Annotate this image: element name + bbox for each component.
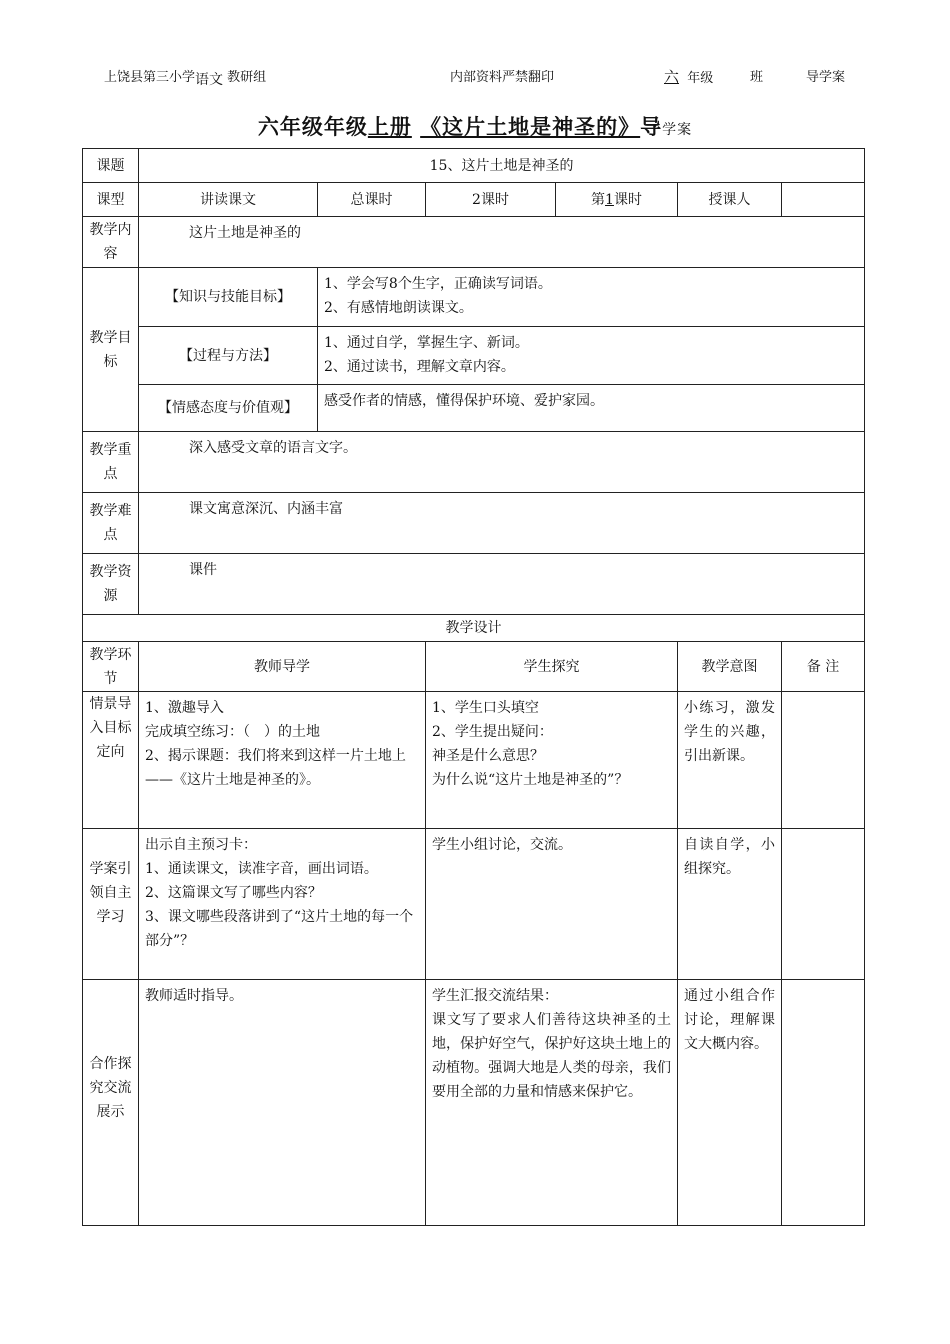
stage-teacher-cell — [139, 829, 426, 980]
title-part1: 六年级年级 — [257, 114, 368, 139]
school-name: 上饶县第三小学 — [104, 70, 196, 85]
stage-teacher-line: 3、课文哪些段落讲到了“这片土地的每一个部分”？ — [145, 909, 414, 949]
lesson-suffix: 课时 — [613, 191, 642, 208]
total-hours-label: 总课时 — [318, 183, 426, 217]
goal3-content: 感受作者的情感，懂得保护环境、爱护家园。 — [318, 385, 865, 432]
stage-student-cell — [426, 692, 678, 829]
stage-student-line: 1、学生口头填空 — [432, 700, 539, 716]
stage-student-line: 神圣是什么意思？ — [432, 748, 544, 764]
goal2-line2: 2、通过读书，理解文章内容。 — [324, 359, 515, 375]
focus-label: 教学重点 — [83, 432, 139, 493]
design-header-row — [83, 642, 865, 692]
stage-note — [782, 829, 865, 980]
title-part3: 《这片土地是神圣的》 — [420, 114, 641, 139]
resource-value: 课件 — [139, 554, 865, 615]
stage-label: 情景导入目标定向 — [83, 692, 139, 829]
intent-header: 教学意图 — [678, 642, 782, 692]
subject-name: 语文 — [195, 72, 224, 88]
stage-student-line: 为什么说“这片土地是神圣的”？ — [432, 772, 629, 788]
stage-intent: 小练习，激发学生的兴趣，引出新课。 — [678, 692, 782, 829]
content-row — [83, 217, 865, 268]
stage-row — [83, 692, 865, 829]
type-row — [83, 183, 865, 217]
difficulty-row — [83, 493, 865, 554]
stage-teacher-line: 1、通读课文，读准字音，画出词语。 — [145, 861, 378, 877]
page-title — [0, 111, 950, 141]
teacher-value — [782, 183, 865, 217]
goal2-line1: 1、通过自学，掌握生字、新词。 — [324, 335, 529, 351]
title-part5: 学案 — [662, 122, 693, 138]
resource-label: 教学资源 — [83, 554, 139, 615]
difficulty-label: 教学难点 — [83, 493, 139, 554]
header-doctype: 导学案 — [806, 70, 846, 85]
title-part2: 上册 — [367, 114, 412, 139]
goal1-line2: 2、有感情地朗读课文。 — [324, 300, 473, 316]
topic-value: 15、这片土地是神圣的 — [139, 149, 865, 183]
stage-row — [83, 980, 865, 1226]
stage-teacher-line: 2、这篇课文写了哪些内容？ — [145, 885, 322, 901]
stage-teacher-cell — [139, 692, 426, 829]
stage-teacher-line: 教师适时指导。 — [145, 988, 243, 1004]
header-notice: 内部资料严禁翻印 — [450, 70, 555, 85]
stage-teacher-cell — [139, 980, 426, 1226]
stage-teacher-line: 2、揭示课题：我们将来到这样一片土地上——《这片土地是神圣的》。 — [145, 748, 406, 788]
resource-row — [83, 554, 865, 615]
goal3-label: 【情感态度与价值观】 — [139, 385, 318, 432]
stage-label: 学案引领自主学习 — [83, 829, 139, 980]
goal2-label: 【过程与方法】 — [139, 327, 318, 385]
lesson-num: 1 — [605, 191, 614, 208]
design-label: 教学设计 — [83, 615, 865, 642]
lesson-prefix: 第 — [591, 191, 606, 208]
lesson-number — [556, 183, 678, 217]
design-row — [83, 615, 865, 642]
teacher-guide-header: 教师导学 — [139, 642, 426, 692]
total-hours-value: 2课时 — [426, 183, 556, 217]
type-label: 课型 — [83, 183, 139, 217]
group-name: 教研组 — [227, 70, 267, 85]
topic-row — [83, 149, 865, 183]
stage-student-line: 课文写了要求人们善待这块神圣的土地，保护好空气，保护好这块土地上的动植物。强调大地是人类的母亲，我们要用全部的力量和情感来保护它。 — [432, 1012, 671, 1100]
goal3-row — [83, 385, 865, 432]
header-class: 班 — [750, 70, 764, 85]
teacher-label: 授课人 — [678, 183, 782, 217]
grade-suffix: 年级 — [687, 71, 714, 86]
goal1-line1: 1、学会写8个生字，正确读写词语。 — [324, 276, 552, 292]
content-label: 教学内容 — [83, 217, 139, 268]
type-value: 讲读课文 — [139, 183, 318, 217]
stage-intent: 自读自学，小组探究。 — [678, 829, 782, 980]
stage-header: 教学环节 — [83, 642, 139, 692]
stage-student-line: 学生汇报交流结果： — [432, 988, 558, 1004]
topic-label: 课题 — [83, 149, 139, 183]
focus-value: 深入感受文章的语言文字。 — [139, 432, 865, 493]
stage-teacher-line: 完成填空练习：（ ）的土地 — [145, 724, 320, 740]
stage-teacher-line: 出示自主预习卡： — [145, 837, 257, 853]
student-explore-header: 学生探究 — [426, 642, 678, 692]
goal1-row — [83, 268, 865, 327]
goals-label: 教学目标 — [83, 268, 139, 432]
stage-note — [782, 692, 865, 829]
lesson-plan-table — [82, 148, 865, 1226]
stage-label: 合作探究交流展示 — [83, 980, 139, 1226]
title-part4: 导 — [640, 114, 663, 139]
stage-student-cell — [426, 980, 678, 1226]
header-grade — [664, 66, 713, 87]
stage-teacher-line: 1、激趣导入 — [145, 700, 224, 716]
header-school — [104, 66, 266, 86]
stage-student-line: 学生小组讨论，交流。 — [432, 837, 572, 853]
stage-intent: 通过小组合作讨论，理解课文大概内容。 — [678, 980, 782, 1226]
note-header: 备 注 — [782, 642, 865, 692]
grade-value: 六 — [664, 68, 680, 86]
stage-note — [782, 980, 865, 1226]
content-value: 这片土地是神圣的 — [139, 217, 865, 268]
focus-row — [83, 432, 865, 493]
stage-row — [83, 829, 865, 980]
goal1-label: 【知识与技能目标】 — [139, 268, 318, 327]
difficulty-value: 课文寓意深沉、内涵丰富 — [139, 493, 865, 554]
goal2-row — [83, 327, 865, 385]
stage-student-line: 2、学生提出疑问： — [432, 724, 553, 740]
goal1-content — [318, 268, 865, 327]
goal2-content — [318, 327, 865, 385]
stage-student-cell — [426, 829, 678, 980]
